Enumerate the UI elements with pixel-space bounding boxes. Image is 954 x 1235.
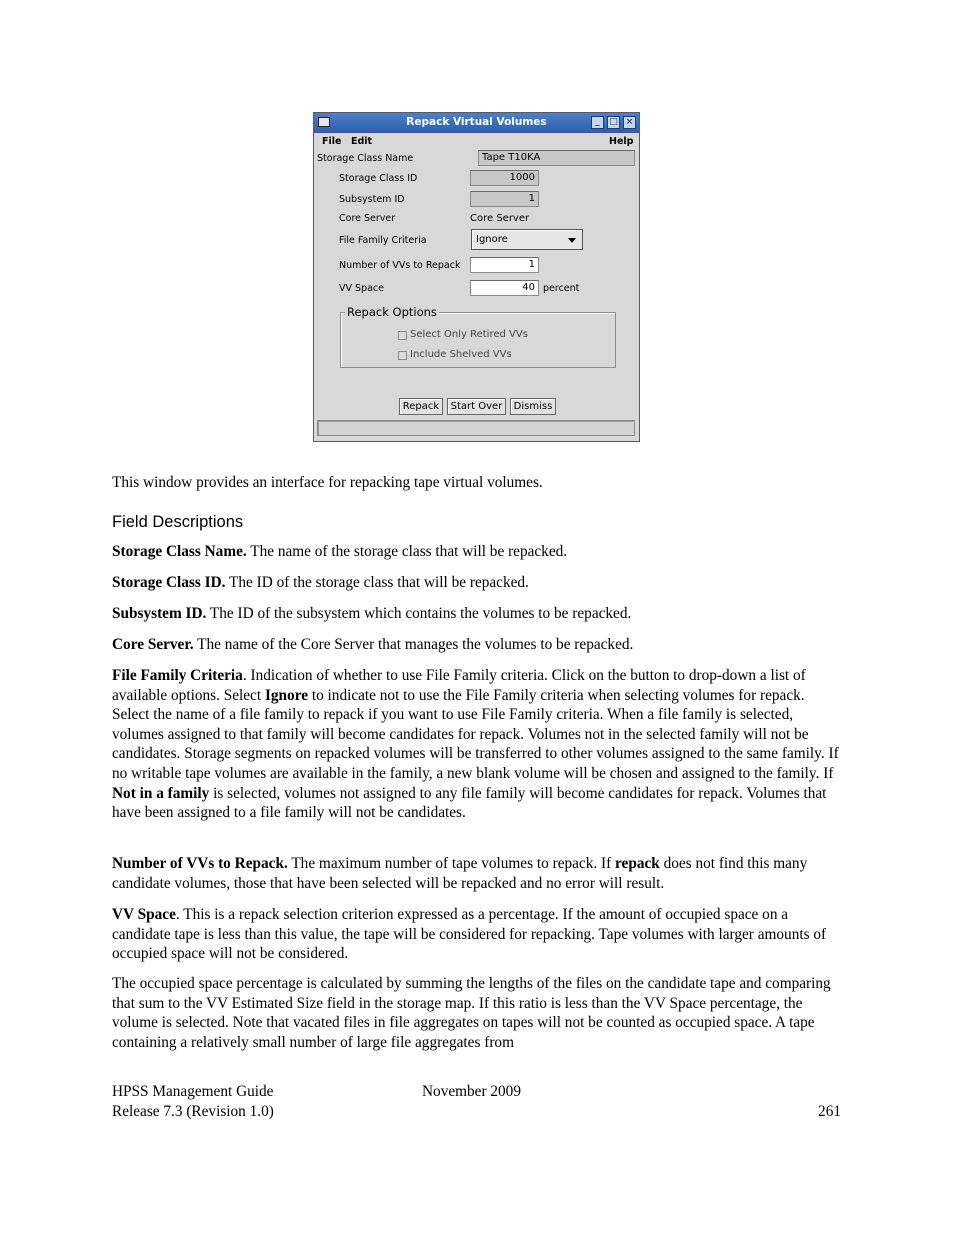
repack-window xyxy=(313,112,640,442)
desc-text: does not find this many candidate volumes, those that have been selected will be repacked and no error will result. xyxy=(112,855,808,892)
core-server-value: Core Server xyxy=(470,213,530,224)
desc-text: is selected, volumes not assigned to any file family will become candidates for repack. Volumes that have been assigned to a file family will not be candidates. xyxy=(112,784,827,822)
repack-options-group xyxy=(340,305,616,368)
subsystem-id-field: 1 xyxy=(470,191,539,207)
desc-text: . This is a repack selection criterion expressed as a percentage. If the amount of occupied space on a candidate tape is less than this value, the tape will be considered for repacking. Tape volumes with larger amounts of occupied space will not be considered. xyxy=(112,906,827,963)
menu-edit[interactable]: Edit xyxy=(351,136,373,147)
footer-guide-title: HPSS Management Guide xyxy=(112,1083,274,1100)
vv-space-desc xyxy=(112,905,844,964)
storage-class-id-desc xyxy=(112,573,844,593)
num-vvs-desc xyxy=(112,854,844,893)
menu-file[interactable]: File xyxy=(322,136,342,147)
occupied-space-paragraph: The occupied space percentage is calculated by summing the lengths of the files on the candidate tape and comparing that sum to the VV Estimated Size field in the storage map. If this ratio is less than the VV Space percentage, the volume is selected. Note that vacated files in file aggregates on tapes will not be counted as occupied space. A tape containing a relatively small number of large file aggregates from xyxy=(112,975,831,1051)
vv-space-label: VV Space xyxy=(339,283,384,294)
desc-term: VV Space xyxy=(112,906,176,923)
desc-term: Subsystem ID. xyxy=(112,605,207,622)
num-vvs-label: Number of VVs to Repack xyxy=(339,260,461,271)
close-icon[interactable]: × xyxy=(623,116,636,129)
desc-text: to indicate not to use the File Family criteria when selecting volumes for repack. Select the name of a file family to repack if you want to use File Family criteria. When a file family is selected, volumes assigned to that family will become candidates for repack. Volumes not in the selected family will not be candidates. Storage segments on repacked volumes will be transferred to other volumes assigned to the same family. If no writable tape volumes are available in the family, a new blank volume will be chosen and assigned to the family. If xyxy=(112,686,839,782)
storage-class-name-desc xyxy=(112,542,844,562)
desc-emphasis: Ignore xyxy=(264,686,308,704)
vv-space-input[interactable]: 40 xyxy=(470,280,539,296)
select-only-retired-checkbox[interactable] xyxy=(398,331,407,340)
storage-class-name-field: Tape T10KA xyxy=(478,150,635,166)
menu-help[interactable]: Help xyxy=(609,136,634,147)
desc-text: The ID of the storage class that will be repacked. xyxy=(225,574,529,591)
window-title: Repack Virtual Volumes xyxy=(406,116,547,128)
core-server-label: Core Server xyxy=(339,213,396,224)
file-family-criteria-dropdown[interactable] xyxy=(471,229,583,250)
storage-class-id-field: 1000 xyxy=(470,170,539,186)
desc-term: Number of VVs to Repack. xyxy=(112,855,288,872)
desc-text: The name of the storage class that will be repacked. xyxy=(246,543,568,560)
desc-term: Storage Class Name. xyxy=(112,543,247,560)
menu-bar xyxy=(314,134,639,149)
desc-text: The maximum number of tape volumes to repack. If xyxy=(287,855,616,872)
desc-emphasis: Not in a family xyxy=(112,784,210,802)
select-only-retired-label: Select Only Retired VVs xyxy=(410,329,528,340)
title-bar xyxy=(314,113,639,133)
include-shelved-checkbox[interactable] xyxy=(398,351,407,360)
repack-button[interactable]: Repack xyxy=(399,398,443,415)
desc-text: The name of the Core Server that manages the volumes to be repacked. xyxy=(193,636,634,653)
desc-text: . Indication of whether to use File Family criteria. Click on the button to drop-down a list of available options. Select xyxy=(112,667,806,704)
footer-page-number: 261 xyxy=(818,1103,841,1120)
footer-release: Release 7.3 (Revision 1.0) xyxy=(112,1103,274,1120)
file-family-criteria-value: Ignore xyxy=(476,234,508,245)
core-server-desc xyxy=(112,635,844,655)
vv-space-unit: percent xyxy=(543,283,580,294)
dismiss-button[interactable]: Dismiss xyxy=(510,398,556,415)
include-shelved-label: Include Shelved VVs xyxy=(410,349,512,360)
status-bar xyxy=(317,420,635,436)
subsystem-id-desc xyxy=(112,604,844,624)
desc-term: Core Server. xyxy=(112,636,194,653)
maximize-icon[interactable]: □ xyxy=(607,116,620,129)
file-family-criteria-label: File Family Criteria xyxy=(339,235,427,246)
footer-date: November 2009 xyxy=(422,1083,521,1100)
subsystem-id-label: Subsystem ID xyxy=(339,194,405,205)
desc-term: Storage Class ID. xyxy=(112,574,226,591)
storage-class-name-label: Storage Class Name xyxy=(317,153,414,164)
desc-text: The ID of the subsystem which contains the volumes to be repacked. xyxy=(206,605,632,622)
num-vvs-input[interactable]: 1 xyxy=(470,257,539,273)
desc-term: File Family Criteria xyxy=(112,667,243,684)
intro-paragraph: This window provides an interface for repacking tape virtual volumes. xyxy=(112,474,543,491)
repack-options-legend: Repack Options xyxy=(347,305,437,319)
section-heading: Field Descriptions xyxy=(112,513,244,531)
file-family-criteria-desc xyxy=(112,666,844,823)
minimize-icon[interactable]: _ xyxy=(591,116,604,129)
storage-class-id-label: Storage Class ID xyxy=(339,173,418,184)
chevron-down-icon xyxy=(568,238,576,243)
start-over-button[interactable]: Start Over xyxy=(447,398,506,415)
desc-emphasis: repack xyxy=(615,855,660,872)
